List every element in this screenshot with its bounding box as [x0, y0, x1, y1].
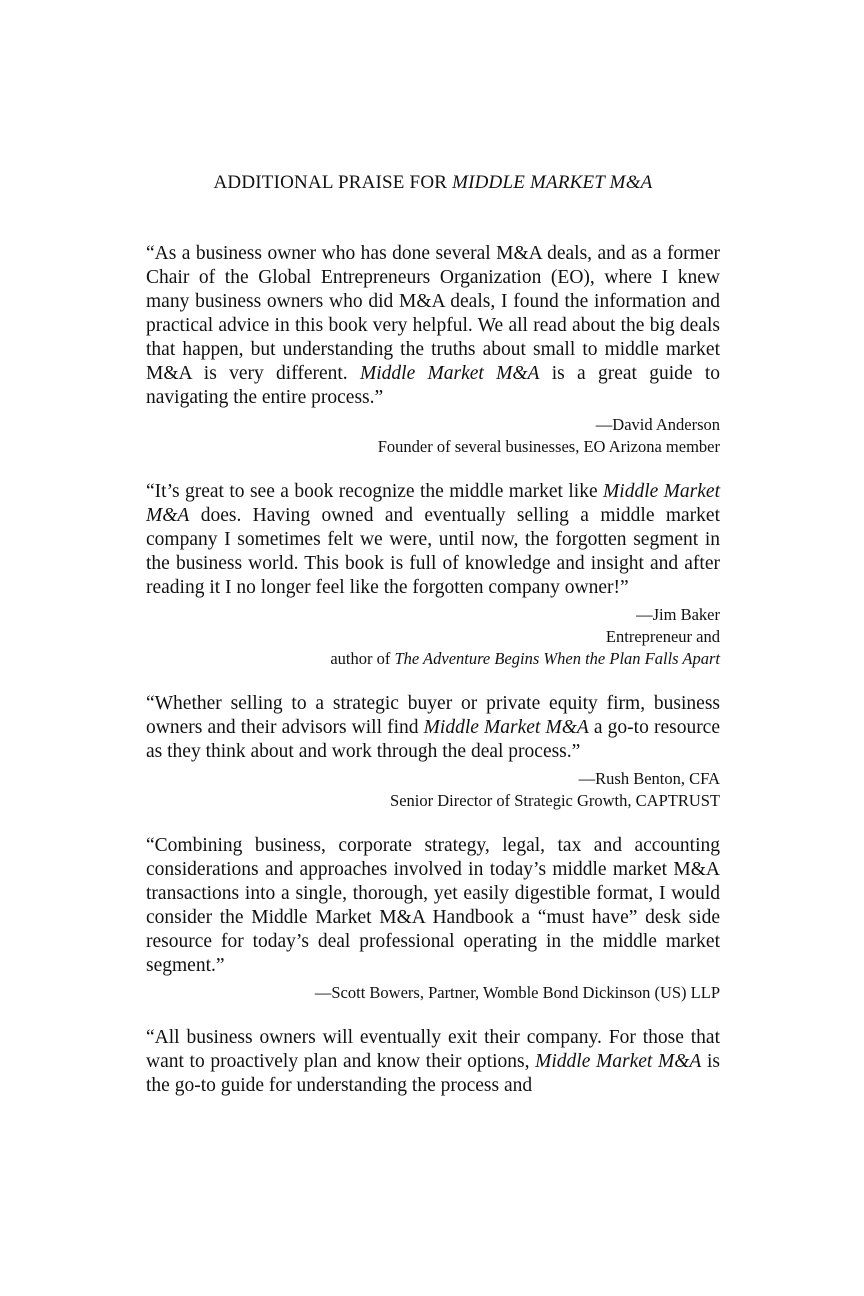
- praise-page: [146, 172, 720, 1120]
- praise-quote: [146, 834, 720, 1004]
- quote-text-run: “As a business owner who has done several M&A deals, and as a former Chair of the Global Entrepreneurs Organization (EO), where I knew many business owners who did M&A deals, I found the information and practical advice in this book very helpful. We all read about the big deals that happen, but understanding the truths about small to middle market M&A is very different.: [146, 243, 720, 384]
- quotes-list: [146, 242, 720, 1098]
- quote-text: [146, 692, 720, 764]
- quote-text: [146, 242, 720, 410]
- praise-quote: [146, 480, 720, 670]
- attribution-line: Founder of several businesses, EO Arizona member: [377, 437, 720, 456]
- quote-attribution: [146, 604, 720, 670]
- quote-attribution: [146, 768, 720, 812]
- quote-text-run: a go-to resource as they think about and work through the deal process.”: [146, 717, 720, 762]
- quote-text: [146, 834, 720, 978]
- quote-text-run: “Combining business, corporate strategy, legal, tax and accounting considerations and approaches involved in today’s middle market M&A transactions into a single, thorough, yet easily digestible format, I would consider the Middle Market M&A Handbook a “must have” desk side resource for today’s deal professional operating in the middle market segment.”: [146, 835, 720, 976]
- title-prefix: ADDITIONAL PRAISE FOR: [213, 172, 453, 193]
- book-title-italic: Middle Market M&A: [535, 1051, 702, 1072]
- quote-text-run: “It’s great to see a book recognize the middle market like: [146, 481, 604, 502]
- quote-text-run: is a great guide to navigating the entire process.”: [146, 363, 721, 408]
- praise-quote: [146, 1026, 720, 1098]
- book-title-italic: Middle Market M&A: [359, 363, 540, 384]
- attribution-line: —Scott Bowers, Partner, Womble Bond Dickinson (US) LLP: [314, 983, 720, 1002]
- title-book-name: MIDDLE MARKET M&A: [452, 172, 653, 193]
- praise-quote: [146, 242, 720, 458]
- praise-quote: [146, 692, 720, 812]
- attribution-line: —Rush Benton, CFA: [578, 769, 720, 788]
- quote-attribution: [146, 414, 720, 458]
- attribution-line: —Jim Baker: [636, 605, 720, 624]
- quote-text: [146, 480, 720, 600]
- book-title-italic: Middle Market M&A: [423, 717, 589, 738]
- attribution-line: author of The Adventure Begins When the Plan Falls Apart: [330, 649, 720, 668]
- quote-text-run: does. Having owned and eventually selling a middle market company I sometimes felt we were, until now, the forgotten segment in the business world. This book is full of knowledge and insight and after reading it I no longer feel like the forgotten company owner!”: [146, 505, 720, 598]
- quote-text-run: is the go-to guide for understanding the process and: [146, 1051, 720, 1096]
- attribution-line: Senior Director of Strategic Growth, CAPTRUST: [390, 791, 720, 810]
- page-title: [146, 172, 720, 194]
- quote-attribution: [146, 982, 720, 1004]
- attribution-line: —David Anderson: [595, 415, 720, 434]
- quote-text-run: “All business owners will eventually exit their company. For those that want to proactively plan and know their options,: [146, 1027, 720, 1072]
- attribution-line: Entrepreneur and: [605, 627, 720, 646]
- book-title-italic: Middle Market M&A: [146, 481, 720, 526]
- quote-text: [146, 1026, 720, 1098]
- quote-text-run: “Whether selling to a strategic buyer or private equity firm, business owners and their advisors will find: [146, 693, 720, 738]
